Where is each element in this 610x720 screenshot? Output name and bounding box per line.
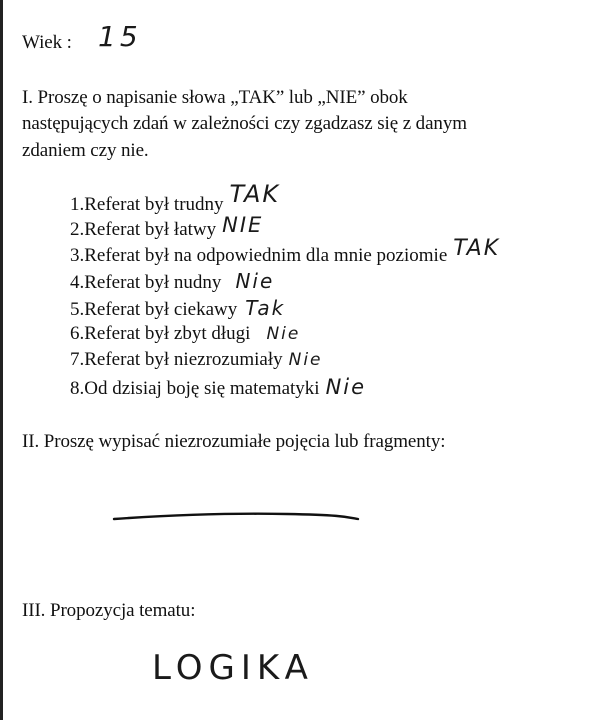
question-item-4: [70, 270, 274, 294]
handwritten-answer: NIE: [222, 213, 264, 237]
question-text: 3.Referat był na odpowiednim dla mnie poziomie: [70, 245, 448, 266]
handwritten-answer: Tak: [245, 296, 286, 320]
handwritten-line: [112, 505, 362, 529]
question-text: 8.Od dzisiaj boję się matematyki: [70, 378, 320, 399]
handwritten-answer: Nie: [288, 350, 323, 370]
scan-edge-shadow: [0, 0, 3, 720]
question-item-6: [70, 323, 300, 345]
question-text: 1.Referat był trudny: [70, 194, 224, 215]
question-text: 6.Referat był zbyt długi: [70, 323, 251, 344]
question-item-3: [70, 236, 501, 267]
section1-heading-line1: I. Proszę o napisanie słowa „TAK” lub „NIE” obok: [22, 87, 408, 108]
section1-heading-line3: zdaniem czy nie.: [22, 140, 149, 161]
question-item-5: [70, 297, 285, 321]
handwritten-answer: Nie: [235, 269, 275, 293]
question-item-2: [70, 213, 264, 241]
question-item-8: [70, 376, 366, 400]
age-value: 15: [98, 20, 142, 53]
section3-answer: LOGIKA: [152, 648, 314, 688]
section3-heading: III. Propozycja tematu:: [22, 600, 196, 621]
handwritten-answer: TAK: [453, 236, 501, 261]
section2-heading: II. Proszę wypisać niezrozumiałe pojęcia lub fragmenty:: [22, 431, 446, 452]
question-text: 2.Referat był łatwy: [70, 219, 217, 240]
question-text: 4.Referat był nudny: [70, 272, 222, 293]
handwritten-answer: Nie: [266, 324, 301, 344]
question-text: 5.Referat był ciekawy: [70, 299, 238, 320]
handwritten-answer: TAK: [229, 180, 281, 208]
section1-heading-line2: następujących zdań w zależności czy zgadzasz się z danym: [22, 113, 467, 134]
handwritten-answer: Nie: [325, 375, 367, 399]
question-text: 7.Referat był niezrozumiały: [70, 349, 283, 370]
age-label: Wiek :: [22, 32, 72, 53]
question-item-7: [70, 349, 323, 371]
